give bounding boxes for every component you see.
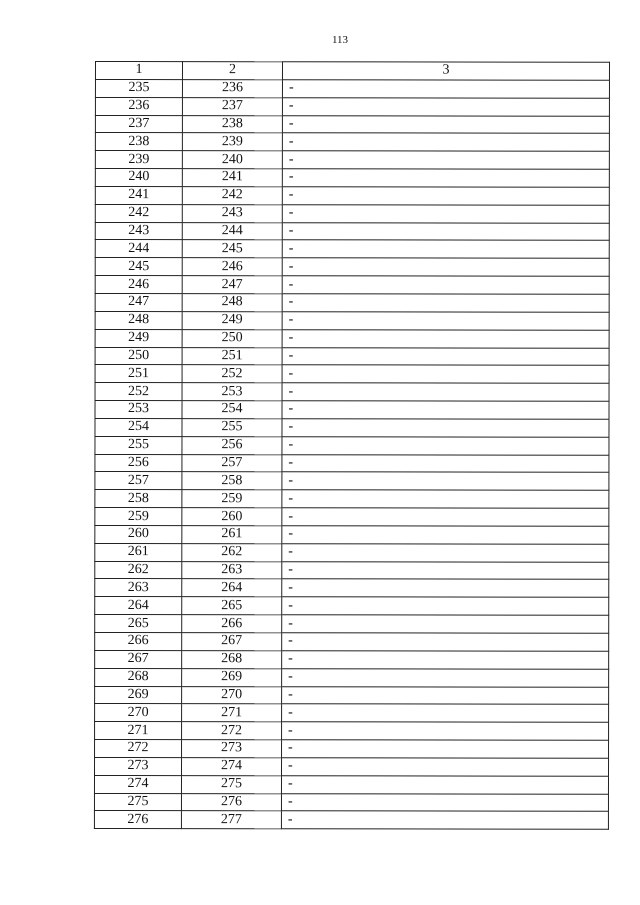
table-cell-col-2: 265 xyxy=(182,597,282,615)
table-cell-col-1: 252 xyxy=(95,383,182,401)
table-cell-col-3: - xyxy=(281,793,608,811)
table-row xyxy=(95,186,609,205)
table-row xyxy=(95,240,609,259)
page-number: 113 xyxy=(331,34,349,46)
table-cell-col-2: 258 xyxy=(182,472,282,490)
table-cell-col-3: - xyxy=(282,80,609,98)
table-row xyxy=(95,276,609,295)
table-row xyxy=(95,293,609,312)
table-cell-col-3: - xyxy=(282,240,609,258)
table-cell-col-2: 256 xyxy=(182,436,282,454)
table-cell-col-2: 244 xyxy=(182,222,282,240)
table-cell-col-3: - xyxy=(282,740,609,758)
table-cell-col-2: 273 xyxy=(182,740,282,758)
table-body xyxy=(94,79,609,829)
table-cell-col-3: - xyxy=(282,151,609,169)
table-cell-col-3: - xyxy=(282,258,609,276)
table-cell-col-1: 266 xyxy=(95,633,182,651)
table-cell-col-2: 262 xyxy=(182,543,282,561)
table-cell-col-1: 243 xyxy=(95,222,182,240)
table-cell-col-1: 261 xyxy=(95,543,182,561)
table-cell-col-1: 272 xyxy=(95,740,182,758)
table-cell-col-2: 253 xyxy=(182,383,282,401)
table-cell-col-1: 257 xyxy=(95,472,182,490)
table-cell-col-1: 260 xyxy=(95,525,182,543)
table-cell-col-1: 270 xyxy=(95,704,182,722)
table-cell-col-2: 274 xyxy=(182,758,282,776)
table-cell-col-3: - xyxy=(282,169,609,187)
table-cell-col-2: 240 xyxy=(182,151,282,169)
table-cell-col-3: - xyxy=(282,526,609,544)
table-row xyxy=(95,668,609,687)
table-cell-col-2: 239 xyxy=(182,133,282,151)
table-row xyxy=(95,311,609,330)
table-row xyxy=(95,436,609,455)
table-row xyxy=(95,97,609,116)
table-row xyxy=(95,115,609,134)
table-cell-col-2: 267 xyxy=(182,633,282,651)
table-row xyxy=(95,740,609,759)
table-row xyxy=(95,561,609,580)
table-cell-col-2: 237 xyxy=(182,97,282,115)
table-cell-col-2: 257 xyxy=(182,454,282,472)
table-row xyxy=(95,508,609,527)
table-cell-col-1: 269 xyxy=(95,686,182,704)
table-cell-col-2: 243 xyxy=(182,204,282,222)
table-row xyxy=(95,704,609,723)
table-cell-col-1: 256 xyxy=(95,454,182,472)
table-row xyxy=(95,151,609,170)
table-cell-col-2: 251 xyxy=(182,347,282,365)
table-cell-col-3: - xyxy=(282,97,609,115)
table-cell-col-1: 240 xyxy=(95,169,182,187)
table-cell-col-1: 255 xyxy=(95,436,182,454)
table-row xyxy=(95,347,609,366)
table-row xyxy=(95,169,609,188)
table-cell-col-3: - xyxy=(282,472,609,490)
table-row xyxy=(95,329,609,348)
table-cell-col-1: 248 xyxy=(95,311,182,329)
table-cell-col-2: 247 xyxy=(182,276,282,294)
table-cell-col-3: - xyxy=(282,383,609,401)
table-row xyxy=(95,222,609,241)
table-cell-col-3: - xyxy=(282,329,609,347)
table-row xyxy=(95,543,609,562)
table-cell-col-2: 238 xyxy=(182,115,282,133)
table-row xyxy=(95,204,609,223)
table-cell-col-2: 246 xyxy=(182,258,282,276)
table-cell-col-2: 266 xyxy=(182,615,282,633)
table-cell-col-3: - xyxy=(282,579,609,597)
table-cell-col-3: - xyxy=(282,222,609,240)
table-row xyxy=(95,597,609,616)
table-row xyxy=(95,525,609,544)
table-row xyxy=(95,418,609,437)
table-row xyxy=(94,775,608,794)
table-cell-col-2: 252 xyxy=(182,365,282,383)
table-cell-col-1: 274 xyxy=(94,775,181,793)
table-row xyxy=(95,454,609,473)
table-cell-col-1: 276 xyxy=(94,811,181,829)
table-row xyxy=(95,615,609,634)
table-cell-col-3: - xyxy=(282,312,609,330)
table-cell-col-3: - xyxy=(282,205,609,223)
table-cell-col-3: - xyxy=(282,758,609,776)
table-cell-col-1: 258 xyxy=(95,490,182,508)
table-cell-col-3: - xyxy=(282,704,609,722)
table-row xyxy=(95,133,609,152)
table-row xyxy=(94,811,608,830)
table-cell-col-1: 245 xyxy=(95,258,182,276)
table-cell-col-1: 238 xyxy=(95,133,182,151)
column-header-1: 1 xyxy=(95,62,182,80)
table-cell-col-2: 263 xyxy=(182,561,282,579)
table-cell-col-3: - xyxy=(282,722,609,740)
table-cell-col-3: - xyxy=(282,133,609,151)
table-cell-col-2: 275 xyxy=(181,775,281,793)
table-cell-col-1: 275 xyxy=(94,793,181,811)
table-cell-col-1: 264 xyxy=(95,597,182,615)
table-cell-col-1: 254 xyxy=(95,418,182,436)
table-cell-col-2: 255 xyxy=(182,418,282,436)
table-cell-col-1: 268 xyxy=(95,668,182,686)
header-row xyxy=(95,62,609,81)
table-cell-col-3: - xyxy=(282,686,609,704)
table-cell-col-3: - xyxy=(282,544,609,562)
table-row xyxy=(95,650,609,669)
table-row xyxy=(95,79,609,98)
table-cell-col-1: 253 xyxy=(95,401,182,419)
table-cell-col-1: 237 xyxy=(95,115,182,133)
table-cell-col-2: 254 xyxy=(182,401,282,419)
table-cell-col-3: - xyxy=(282,436,609,454)
table-cell-col-1: 271 xyxy=(95,722,182,740)
table-cell-col-1: 244 xyxy=(95,240,182,258)
table-cell-col-1: 239 xyxy=(95,151,182,169)
table-cell-col-1: 235 xyxy=(95,79,182,97)
table-row xyxy=(95,686,609,705)
table-row xyxy=(94,793,608,812)
table-cell-col-3: - xyxy=(282,597,609,615)
table-cell-col-1: 236 xyxy=(95,97,182,115)
table-cell-col-2: 261 xyxy=(182,526,282,544)
table-row xyxy=(95,633,609,652)
table-cell-col-1: 251 xyxy=(95,365,182,383)
table-cell-col-3: - xyxy=(281,776,608,794)
table-cell-col-2: 245 xyxy=(182,240,282,258)
table-header xyxy=(95,62,609,81)
table-cell-col-1: 250 xyxy=(95,347,182,365)
table-cell-col-1: 241 xyxy=(95,186,182,204)
table-cell-col-2: 270 xyxy=(182,686,282,704)
table-cell-col-2: 241 xyxy=(182,169,282,187)
table-cell-col-3: - xyxy=(282,615,609,633)
table-cell-col-3: - xyxy=(282,365,609,383)
table-cell-col-2: 264 xyxy=(182,579,282,597)
table-cell-col-2: 271 xyxy=(182,704,282,722)
table-cell-col-2: 269 xyxy=(182,668,282,686)
table-cell-col-1: 263 xyxy=(95,579,182,597)
table-cell-col-1: 273 xyxy=(95,757,182,775)
table-cell-col-2: 272 xyxy=(182,722,282,740)
table-cell-col-3: - xyxy=(282,294,609,312)
table-cell-col-2: 260 xyxy=(182,508,282,526)
column-header-3: 3 xyxy=(282,62,609,80)
table-cell-col-3: - xyxy=(282,347,609,365)
table-cell-col-1: 247 xyxy=(95,293,182,311)
table-cell-col-3: - xyxy=(282,187,609,205)
table-cell-col-2: 236 xyxy=(182,79,282,97)
table-cell-col-3: - xyxy=(282,633,609,651)
table-row xyxy=(95,365,609,384)
table-cell-col-3: - xyxy=(282,276,609,294)
table-cell-col-2: 248 xyxy=(182,294,282,312)
data-table xyxy=(94,61,610,830)
table-row xyxy=(95,401,609,420)
table-cell-col-1: 246 xyxy=(95,276,182,294)
table-cell-col-3: - xyxy=(282,401,609,419)
table-row xyxy=(95,383,609,402)
table-cell-col-2: 277 xyxy=(181,811,281,829)
table-cell-col-3: - xyxy=(282,454,609,472)
table-cell-col-1: 259 xyxy=(95,508,182,526)
table-cell-col-2: 242 xyxy=(182,187,282,205)
table-cell-col-2: 249 xyxy=(182,311,282,329)
table-cell-col-2: 259 xyxy=(182,490,282,508)
table-cell-col-3: - xyxy=(282,508,609,526)
table-row xyxy=(95,579,609,598)
table-cell-col-2: 276 xyxy=(181,793,281,811)
column-header-2: 2 xyxy=(182,62,282,80)
table-cell-col-3: - xyxy=(282,115,609,133)
table-cell-col-1: 262 xyxy=(95,561,182,579)
table-row xyxy=(95,722,609,741)
table-cell-col-1: 242 xyxy=(95,204,182,222)
table-cell-col-3: - xyxy=(282,561,609,579)
table-row xyxy=(95,472,609,491)
table-cell-col-2: 250 xyxy=(182,329,282,347)
table-cell-col-3: - xyxy=(281,811,608,829)
table-cell-col-1: 267 xyxy=(95,650,182,668)
table-cell-col-1: 249 xyxy=(95,329,182,347)
table-cell-col-2: 268 xyxy=(182,650,282,668)
table-row xyxy=(95,258,609,277)
table-row xyxy=(95,490,609,509)
table-row xyxy=(95,757,609,776)
table-cell-col-1: 265 xyxy=(95,615,182,633)
table-cell-col-3: - xyxy=(282,668,609,686)
table-cell-col-3: - xyxy=(282,490,609,508)
table-cell-col-3: - xyxy=(282,651,609,669)
table-cell-col-3: - xyxy=(282,419,609,437)
